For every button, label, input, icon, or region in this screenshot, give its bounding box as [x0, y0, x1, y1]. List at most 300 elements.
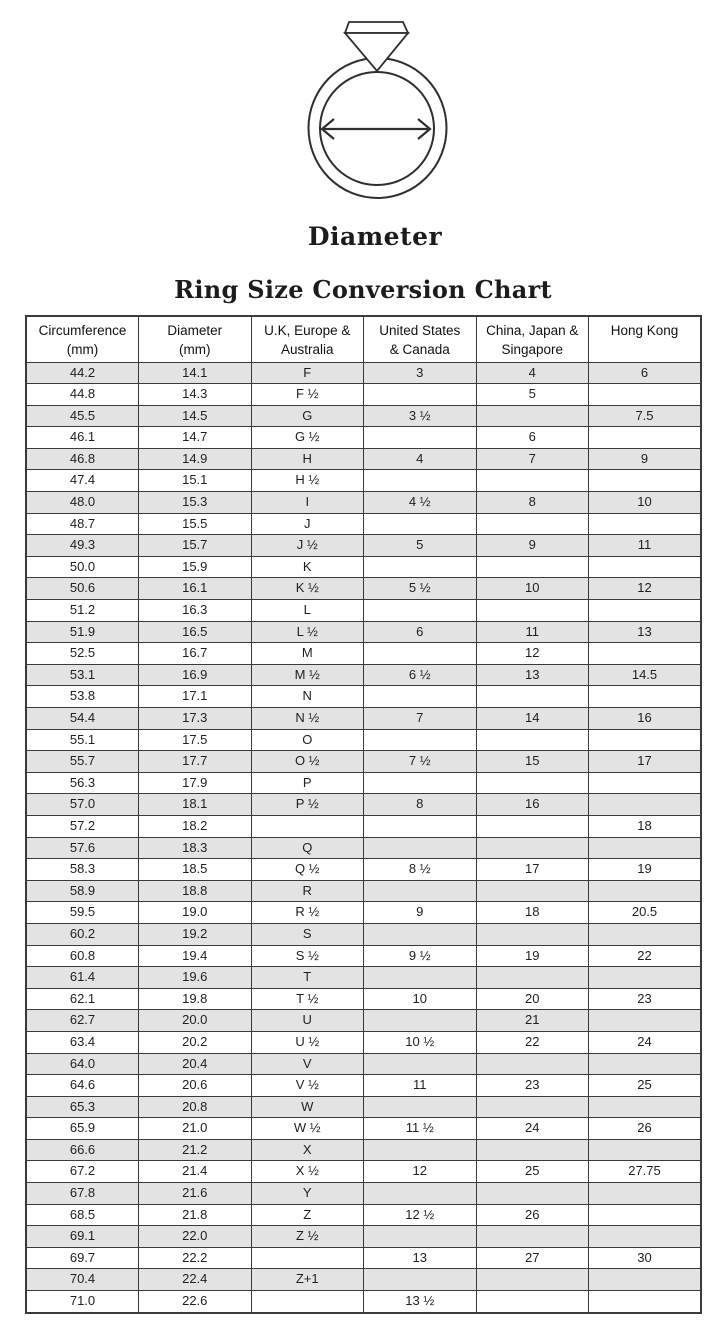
table-cell	[589, 1226, 702, 1248]
table-cell: 14.7	[139, 427, 252, 449]
table-cell	[476, 1183, 589, 1205]
table-cell	[476, 1053, 589, 1075]
table-cell: 12	[476, 643, 589, 665]
table-cell: 22.6	[139, 1291, 252, 1313]
table-cell: 8 ½	[364, 859, 477, 881]
table-cell: 18	[589, 815, 702, 837]
table-cell: 55.1	[26, 729, 139, 751]
table-cell: S	[251, 923, 364, 945]
table-cell: 55.7	[26, 751, 139, 773]
table-row	[26, 664, 701, 686]
table-cell	[476, 837, 589, 859]
table-cell: 17.5	[139, 729, 252, 751]
table-cell: N ½	[251, 708, 364, 730]
table-cell: 64.6	[26, 1075, 139, 1097]
table-cell: 48.7	[26, 513, 139, 535]
table-cell: J	[251, 513, 364, 535]
table-cell: 11	[364, 1075, 477, 1097]
table-cell	[476, 405, 589, 427]
column-header-line1: United States	[379, 323, 461, 338]
table-cell: 62.1	[26, 988, 139, 1010]
table-cell: 14.1	[139, 362, 252, 384]
table-cell: 26	[476, 1204, 589, 1226]
table-cell: 61.4	[26, 967, 139, 989]
table-row	[26, 600, 701, 622]
column-header-line2: Singapore	[501, 342, 564, 357]
table-cell: 16.3	[139, 600, 252, 622]
table-cell: 63.4	[26, 1031, 139, 1053]
table-cell: X	[251, 1139, 364, 1161]
table-cell: V	[251, 1053, 364, 1075]
table-cell: 26	[589, 1118, 702, 1140]
table-cell	[589, 427, 702, 449]
table-cell: H ½	[251, 470, 364, 492]
table-row	[26, 1096, 701, 1118]
table-cell: X ½	[251, 1161, 364, 1183]
table-cell: 64.0	[26, 1053, 139, 1075]
table-cell: 23	[476, 1075, 589, 1097]
table-row	[26, 1031, 701, 1053]
table-cell	[589, 556, 702, 578]
table-row	[26, 815, 701, 837]
ring-size-table	[25, 315, 702, 1314]
table-cell	[364, 729, 477, 751]
table-cell	[364, 556, 477, 578]
table-row	[26, 535, 701, 557]
table-cell	[476, 923, 589, 945]
table-row	[26, 988, 701, 1010]
table-cell	[364, 1053, 477, 1075]
table-row	[26, 470, 701, 492]
table-cell: 3 ½	[364, 405, 477, 427]
table-cell: 10	[476, 578, 589, 600]
table-cell: 21	[476, 1010, 589, 1032]
table-cell: 21.6	[139, 1183, 252, 1205]
table-cell: 8	[364, 794, 477, 816]
table-cell: 58.9	[26, 880, 139, 902]
table-cell: 20.6	[139, 1075, 252, 1097]
table-cell: 50.6	[26, 578, 139, 600]
table-cell	[364, 1226, 477, 1248]
table-row	[26, 1183, 701, 1205]
table-body	[26, 362, 701, 1313]
table-cell	[589, 1053, 702, 1075]
table-cell: 6 ½	[364, 664, 477, 686]
table-cell: 48.0	[26, 492, 139, 514]
table-cell: 22.0	[139, 1226, 252, 1248]
table-row	[26, 578, 701, 600]
table-cell	[364, 1139, 477, 1161]
table-row	[26, 1075, 701, 1097]
table-cell: 24	[476, 1118, 589, 1140]
table-cell: 3	[364, 362, 477, 384]
table-row	[26, 880, 701, 902]
table-cell: 16	[476, 794, 589, 816]
table-cell	[589, 837, 702, 859]
table-cell: 7	[364, 708, 477, 730]
table-row	[26, 837, 701, 859]
table-row	[26, 448, 701, 470]
table-row	[26, 1118, 701, 1140]
table-cell: 22.2	[139, 1247, 252, 1269]
table-cell: 19	[589, 859, 702, 881]
table-cell: Z+1	[251, 1269, 364, 1291]
table-cell: 17	[589, 751, 702, 773]
table-row	[26, 794, 701, 816]
table-cell: 22	[589, 945, 702, 967]
table-cell: 44.8	[26, 384, 139, 406]
table-cell: 27.75	[589, 1161, 702, 1183]
table-cell: 13	[364, 1247, 477, 1269]
column-header-line2: Australia	[280, 342, 334, 357]
table-cell: 9 ½	[364, 945, 477, 967]
table-cell: 52.5	[26, 643, 139, 665]
table-cell: T ½	[251, 988, 364, 1010]
table-cell: 50.0	[26, 556, 139, 578]
column-header-line2: (mm)	[179, 342, 211, 357]
table-cell	[476, 686, 589, 708]
diameter-arrow-icon	[322, 119, 430, 139]
table-cell	[476, 1291, 589, 1313]
table-cell: 6	[589, 362, 702, 384]
table-cell: 20.5	[589, 902, 702, 924]
table-cell	[589, 1139, 702, 1161]
column-header	[139, 316, 252, 362]
table-cell: G	[251, 405, 364, 427]
table-cell: 15.1	[139, 470, 252, 492]
table-cell: Z ½	[251, 1226, 364, 1248]
table-cell	[476, 600, 589, 622]
table-cell	[476, 513, 589, 535]
table-cell: 54.4	[26, 708, 139, 730]
table-cell: 14.5	[139, 405, 252, 427]
table-cell: 51.2	[26, 600, 139, 622]
table-cell	[589, 384, 702, 406]
table-cell: 14	[476, 708, 589, 730]
table-cell	[476, 470, 589, 492]
table-cell: 13 ½	[364, 1291, 477, 1313]
table-cell: 56.3	[26, 772, 139, 794]
table-cell: 11 ½	[364, 1118, 477, 1140]
table-cell	[364, 1183, 477, 1205]
table-cell	[589, 967, 702, 989]
table-cell: 12	[589, 578, 702, 600]
table-cell: S ½	[251, 945, 364, 967]
table-cell	[589, 643, 702, 665]
table-cell: 47.4	[26, 470, 139, 492]
table-cell: 7	[476, 448, 589, 470]
table-cell	[589, 1010, 702, 1032]
table-cell	[364, 1269, 477, 1291]
table-row	[26, 1204, 701, 1226]
table-header-row	[26, 316, 701, 362]
table-cell: Q	[251, 837, 364, 859]
table-cell: 17.1	[139, 686, 252, 708]
table-cell: 19.6	[139, 967, 252, 989]
table-cell: 7.5	[589, 405, 702, 427]
table-cell: F ½	[251, 384, 364, 406]
table-row	[26, 1269, 701, 1291]
table-cell: W ½	[251, 1118, 364, 1140]
table-cell: 27	[476, 1247, 589, 1269]
table-cell	[476, 772, 589, 794]
table-cell: 18.8	[139, 880, 252, 902]
table-row	[26, 1161, 701, 1183]
table-cell: 12	[364, 1161, 477, 1183]
table-cell: 18	[476, 902, 589, 924]
table-cell: 67.8	[26, 1183, 139, 1205]
table-cell: 4 ½	[364, 492, 477, 514]
table-cell	[476, 1269, 589, 1291]
table-cell	[476, 556, 589, 578]
table-cell: 53.1	[26, 664, 139, 686]
table-cell: 19.4	[139, 945, 252, 967]
table-cell	[251, 1247, 364, 1269]
table-cell	[589, 1291, 702, 1313]
table-cell: 9	[476, 535, 589, 557]
table-row	[26, 859, 701, 881]
table-cell: 17.9	[139, 772, 252, 794]
table-cell: 60.2	[26, 923, 139, 945]
column-header-line1: Diameter	[167, 323, 223, 338]
table-cell: L	[251, 600, 364, 622]
table-cell: 7 ½	[364, 751, 477, 773]
table-cell: G ½	[251, 427, 364, 449]
table-cell	[364, 815, 477, 837]
table-cell: 20.2	[139, 1031, 252, 1053]
table-header	[26, 316, 701, 362]
table-cell	[589, 923, 702, 945]
table-cell: U ½	[251, 1031, 364, 1053]
table-cell: O ½	[251, 751, 364, 773]
table-cell	[589, 600, 702, 622]
table-cell	[589, 470, 702, 492]
table-row	[26, 405, 701, 427]
column-header-line1: Circumference	[38, 323, 127, 338]
table-cell	[476, 815, 589, 837]
table-cell: 9	[589, 448, 702, 470]
table-cell: 17	[476, 859, 589, 881]
table-row	[26, 1053, 701, 1075]
table-cell	[364, 600, 477, 622]
column-header-line1: China, Japan &	[486, 323, 579, 338]
table-cell: 49.3	[26, 535, 139, 557]
table-row	[26, 643, 701, 665]
table-row	[26, 729, 701, 751]
table-cell	[364, 923, 477, 945]
table-cell: 16.5	[139, 621, 252, 643]
table-row	[26, 772, 701, 794]
table-cell: 67.2	[26, 1161, 139, 1183]
table-cell: 57.0	[26, 794, 139, 816]
table-cell	[364, 513, 477, 535]
table-cell	[364, 1096, 477, 1118]
table-cell	[364, 1010, 477, 1032]
diamond-icon	[345, 22, 408, 71]
table-row	[26, 945, 701, 967]
table-cell: 20	[476, 988, 589, 1010]
table-cell	[476, 729, 589, 751]
table-cell: 25	[589, 1075, 702, 1097]
table-cell: 44.2	[26, 362, 139, 384]
table-cell: N	[251, 686, 364, 708]
table-row	[26, 513, 701, 535]
table-cell: P	[251, 772, 364, 794]
table-cell: 19.0	[139, 902, 252, 924]
table-cell	[364, 686, 477, 708]
table-cell: 11	[589, 535, 702, 557]
table-row	[26, 1139, 701, 1161]
table-cell: 69.1	[26, 1226, 139, 1248]
table-cell: 9	[364, 902, 477, 924]
table-cell: H	[251, 448, 364, 470]
table-cell	[476, 1096, 589, 1118]
table-cell: 6	[364, 621, 477, 643]
table-cell: 57.6	[26, 837, 139, 859]
table-cell: 5	[364, 535, 477, 557]
table-cell: Q ½	[251, 859, 364, 881]
table-cell: L ½	[251, 621, 364, 643]
table-row	[26, 686, 701, 708]
table-row	[26, 902, 701, 924]
table-cell: 16.7	[139, 643, 252, 665]
table-cell: 69.7	[26, 1247, 139, 1269]
column-header-line2: & Canada	[389, 342, 450, 357]
table-cell: 4	[364, 448, 477, 470]
table-cell: Y	[251, 1183, 364, 1205]
column-header-line1: U.K, Europe &	[264, 323, 351, 338]
table-cell	[589, 794, 702, 816]
table-cell: 20.0	[139, 1010, 252, 1032]
table-cell	[364, 772, 477, 794]
table-cell	[589, 772, 702, 794]
table-cell: 22	[476, 1031, 589, 1053]
table-row	[26, 1291, 701, 1313]
table-cell: 45.5	[26, 405, 139, 427]
table-cell: 66.6	[26, 1139, 139, 1161]
table-cell: 65.3	[26, 1096, 139, 1118]
table-row	[26, 384, 701, 406]
table-cell: 15.5	[139, 513, 252, 535]
table-cell	[364, 880, 477, 902]
table-cell: 21.4	[139, 1161, 252, 1183]
table-cell: 70.4	[26, 1269, 139, 1291]
table-cell: 12 ½	[364, 1204, 477, 1226]
table-cell: 23	[589, 988, 702, 1010]
table-cell: Z	[251, 1204, 364, 1226]
table-row	[26, 708, 701, 730]
table-cell: 6	[476, 427, 589, 449]
table-cell: 65.9	[26, 1118, 139, 1140]
table-cell: 46.8	[26, 448, 139, 470]
table-row	[26, 1226, 701, 1248]
table-row	[26, 923, 701, 945]
table-cell: K ½	[251, 578, 364, 600]
table-cell: 21.0	[139, 1118, 252, 1140]
table-cell: V ½	[251, 1075, 364, 1097]
table-cell: 8	[476, 492, 589, 514]
table-cell: 16.9	[139, 664, 252, 686]
diamond-ring-icon	[300, 10, 455, 210]
table-row	[26, 967, 701, 989]
table-cell: 30	[589, 1247, 702, 1269]
table-cell: J ½	[251, 535, 364, 557]
table-cell: 53.8	[26, 686, 139, 708]
table-cell: 58.3	[26, 859, 139, 881]
table-cell: 10 ½	[364, 1031, 477, 1053]
column-header	[589, 316, 702, 362]
table-cell: 18.3	[139, 837, 252, 859]
table-cell: 10	[364, 988, 477, 1010]
table-cell: 19.2	[139, 923, 252, 945]
table-cell: 16	[589, 708, 702, 730]
table-cell: 10	[589, 492, 702, 514]
table-cell: I	[251, 492, 364, 514]
table-cell: 17.3	[139, 708, 252, 730]
table-cell: 18.1	[139, 794, 252, 816]
table-cell: P ½	[251, 794, 364, 816]
column-header-line1: Hong Kong	[610, 323, 679, 338]
diagram-caption: Diameter	[307, 222, 443, 251]
column-header	[364, 316, 477, 362]
table-cell: K	[251, 556, 364, 578]
table-cell: 11	[476, 621, 589, 643]
table-cell	[476, 967, 589, 989]
table-cell: 20.4	[139, 1053, 252, 1075]
table-cell: O	[251, 729, 364, 751]
table-row	[26, 621, 701, 643]
table-row	[26, 427, 701, 449]
column-header-line2: (mm)	[66, 342, 99, 357]
table-cell: W	[251, 1096, 364, 1118]
table-row	[26, 751, 701, 773]
table-cell	[589, 729, 702, 751]
table-row	[26, 556, 701, 578]
table-cell: 14.5	[589, 664, 702, 686]
table-cell: 46.1	[26, 427, 139, 449]
table-cell: 15.7	[139, 535, 252, 557]
table-cell: 19.8	[139, 988, 252, 1010]
table-cell: M ½	[251, 664, 364, 686]
table-cell: 15.3	[139, 492, 252, 514]
table-cell: 18.2	[139, 815, 252, 837]
table-cell: T	[251, 967, 364, 989]
table-cell: 13	[476, 664, 589, 686]
table-cell: 17.7	[139, 751, 252, 773]
table-row	[26, 492, 701, 514]
table-cell: 71.0	[26, 1291, 139, 1313]
table-cell: 13	[589, 621, 702, 643]
table-cell: 51.9	[26, 621, 139, 643]
table-cell	[589, 513, 702, 535]
table-cell: 20.8	[139, 1096, 252, 1118]
table-cell: 62.7	[26, 1010, 139, 1032]
column-header	[476, 316, 589, 362]
table-cell	[364, 427, 477, 449]
table-row	[26, 1247, 701, 1269]
table-cell	[589, 1096, 702, 1118]
table-cell	[364, 967, 477, 989]
table-cell: F	[251, 362, 364, 384]
table-cell: 22.4	[139, 1269, 252, 1291]
table-cell: R ½	[251, 902, 364, 924]
table-cell: 60.8	[26, 945, 139, 967]
table-cell: 57.2	[26, 815, 139, 837]
table-cell: 14.9	[139, 448, 252, 470]
table-cell	[589, 1269, 702, 1291]
table-cell	[364, 384, 477, 406]
table-cell: 15.9	[139, 556, 252, 578]
